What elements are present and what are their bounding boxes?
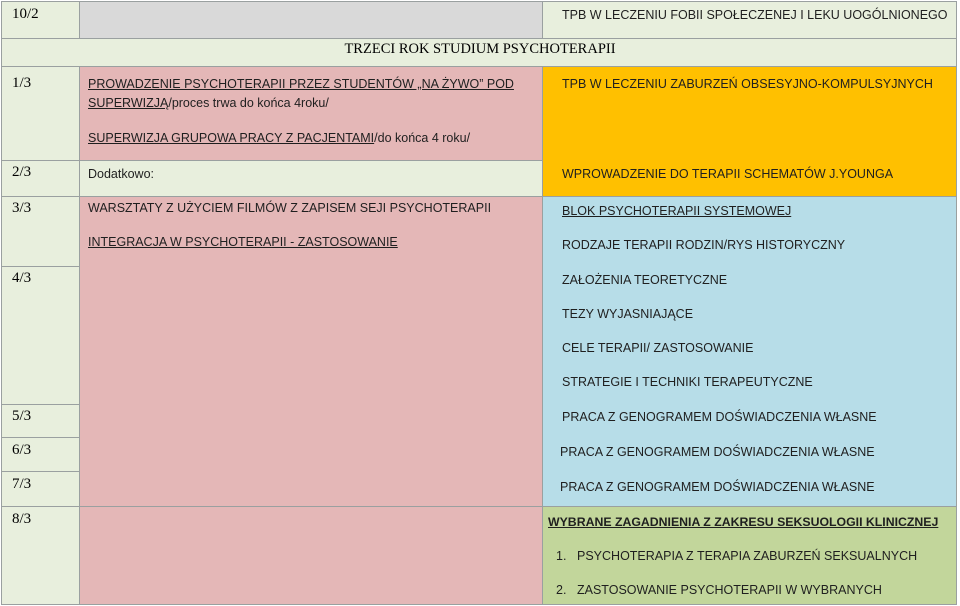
row-10-2-topic: TPB W LECZENIU FOBII SPOŁECZENEJ I LEKU UOGÓLNIONEGO (562, 8, 948, 22)
row-label: 4/3 (12, 270, 32, 286)
row-10-2-grey-cell (79, 2, 542, 38)
row-8-3-title: WYBRANE ZAGADNIENIA Z ZAKRESU SEKSUOLOGII KLINICZNEJ (548, 515, 939, 529)
row-1-3-topic-note: /proces trwa do końca 4roku/ (168, 96, 329, 110)
row-8-3-item-text: ZASTOSOWANIE PSYCHOTERAPII W WYBRANYCH (577, 583, 882, 597)
row-2-3-right-topic: WPROWADZENIE DO TERAPII SCHEMATÓW J.YOUNGA (562, 167, 894, 181)
row-3-3-integration: INTEGRACJA W PSYCHOTERAPII - ZASTOSOWANIE (88, 235, 398, 249)
row-label: 3/3 (12, 200, 32, 216)
row-8-3-item-number: 2. (556, 583, 567, 597)
page-title: TRZECI ROK STUDIUM PSYCHOTERAPII (344, 41, 616, 57)
row-7-3-topic: PRACA Z GENOGRAMEM DOŚWIADCZENIA WŁASNE (560, 480, 875, 494)
row-1-3-right-topic: TPB W LECZENIU ZABURZEŃ OBSESYJNO-KOMPULSYJNYCH (562, 77, 933, 91)
row-1-3-supervision (88, 131, 470, 145)
row-label: 7/3 (12, 476, 32, 492)
row-label: 8/3 (12, 511, 32, 527)
pink-block (79, 196, 542, 604)
row-1-3-topic-underlined: PROWADZENIE PSYCHOTERAPII PRZEZ STUDENTÓW „NA ŻYWO” POD SUPERWIZJĄ (88, 77, 514, 110)
row-1-3-supervision-underlined: SUPERWIZJA GRUPOWA PRACY Z PACJENTAMI (88, 131, 375, 145)
row-8-3-item-number: 1. (556, 549, 567, 563)
row-8-3-item-text: PSYCHOTERAPIA Z TERAPIA ZABURZEŃ SEKSUALNYCH (577, 549, 918, 563)
row-1-3-supervision-note: /do końca 4 roku/ (374, 131, 471, 145)
row-4-3-item: STRATEGIE I TECHNIKI TERAPEUTYCZNE (562, 375, 813, 389)
row-4-3-item: TEZY WYJASNIAJĄCE (562, 307, 694, 321)
row-3-3-family-therapy: RODZAJE TERAPII RODZIN/RYS HISTORYCZNY (562, 238, 846, 252)
row-5-3-topic: PRACA Z GENOGRAMEM DOŚWIADCZENIA WŁASNE (562, 410, 877, 424)
row-6-3-topic: PRACA Z GENOGRAMEM DOŚWIADCZENIA WŁASNE (560, 445, 875, 459)
row-label: 6/3 (12, 442, 32, 458)
row-3-3-systemic-block: BLOK PSYCHOTERAPII SYSTEMOWEJ (562, 204, 792, 218)
row-label: 1/3 (12, 75, 32, 91)
row-label: 5/3 (12, 408, 32, 424)
row-1-3-topic (88, 75, 528, 113)
row-4-3-item: CELE TERAPII/ ZASTOSOWANIE (562, 341, 754, 355)
row-2-3-additional: Dodatkowo: (88, 167, 155, 181)
row-3-3-workshop: WARSZTATY Z UŻYCIEM FILMÓW Z ZAPISEM SEJI PSYCHOTERAPII (88, 201, 492, 215)
row-label: 10/2 (12, 6, 39, 22)
row-label: 2/3 (12, 164, 32, 180)
row-4-3-item: ZAŁOŻENIA TEORETYCZNE (562, 273, 728, 287)
